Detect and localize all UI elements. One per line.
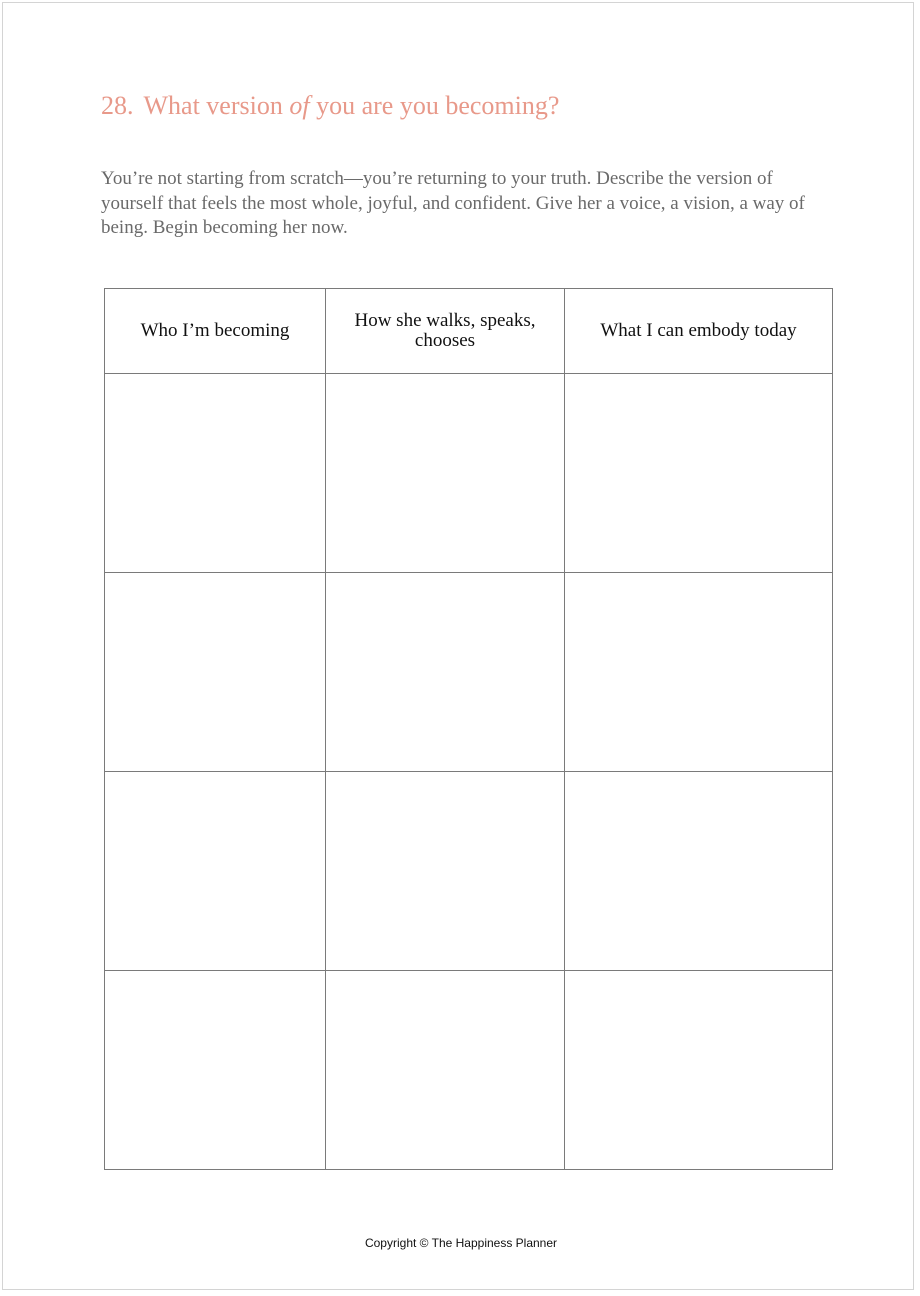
intro-paragraph: You’re not starting from scratch—you’re returning to your truth. Describe the version of yourself that feels the most whole, joyful, and confident. Give her a voice, a vision, a way of being. Begin becoming her now. — [101, 168, 805, 238]
table-header-row — [105, 289, 833, 374]
prompt-number: 28. — [101, 91, 134, 120]
prompt-title-part-1: What version — [143, 91, 290, 120]
worksheet-page — [2, 2, 914, 1290]
writing-cell[interactable] — [105, 374, 326, 573]
prompt-title-italic: of — [289, 91, 310, 120]
writing-cell[interactable] — [565, 374, 833, 573]
prompt-title-part-2: you are you becoming? — [309, 91, 560, 120]
writing-cell[interactable] — [105, 772, 326, 971]
reflection-table — [104, 288, 833, 1170]
writing-cell[interactable] — [326, 772, 565, 971]
writing-cell[interactable] — [105, 971, 326, 1170]
writing-cell[interactable] — [565, 772, 833, 971]
writing-cell[interactable] — [565, 971, 833, 1170]
writing-cell[interactable] — [326, 573, 565, 772]
table-row — [105, 374, 833, 573]
column-header-how-she-walks: How she walks, speaks, chooses — [326, 289, 565, 374]
column-header-what-i-can-embody: What I can embody today — [565, 289, 833, 374]
table-row — [105, 573, 833, 772]
writing-cell[interactable] — [565, 573, 833, 772]
writing-cell[interactable] — [105, 573, 326, 772]
copyright-footer: Copyright © The Happiness Planner — [364, 1236, 558, 1250]
prompt-title — [101, 89, 559, 123]
writing-cell[interactable] — [326, 971, 565, 1170]
column-header-who-im-becoming: Who I’m becoming — [105, 289, 326, 374]
table-row — [105, 772, 833, 971]
table-row — [105, 971, 833, 1170]
writing-cell[interactable] — [326, 374, 565, 573]
